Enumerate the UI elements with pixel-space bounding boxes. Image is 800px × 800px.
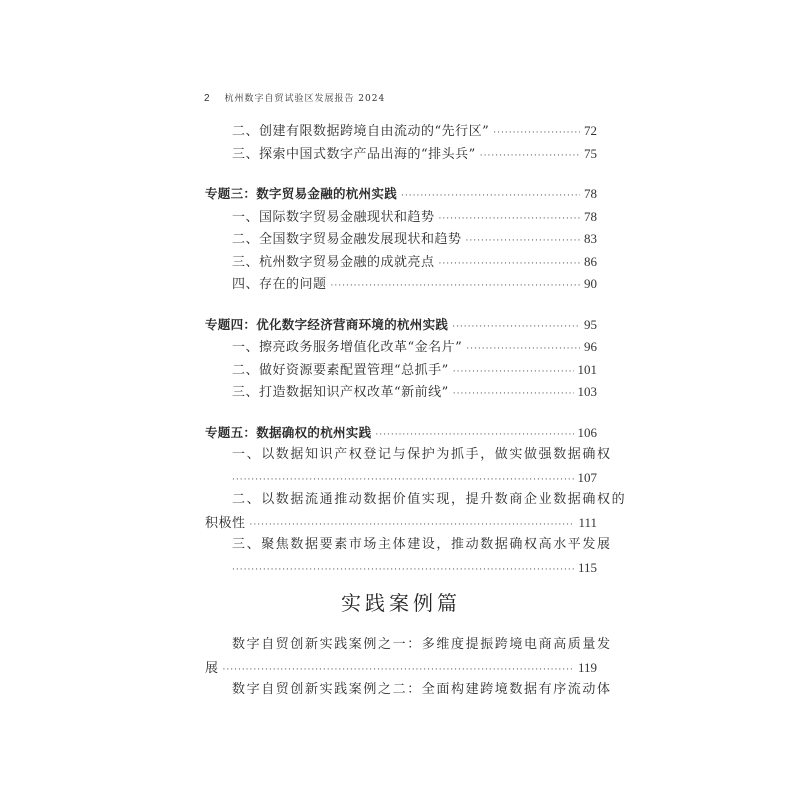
- toc-entry-line[interactable]: 数字自贸创新实践案例之一：多维度提振跨境电商高质量发: [232, 637, 612, 652]
- leader-dots: [439, 207, 580, 231]
- toc-entry-page: 75: [584, 145, 597, 161]
- toc-entry-line[interactable]: 三、聚焦数据要素市场主体建设，推动数据确权高水平发展: [232, 537, 612, 552]
- toc-entry-page: 111: [578, 514, 597, 530]
- table-of-contents: [205, 120, 627, 702]
- toc-entry-title: 二、全国数字贸易金融发展现状和趋势: [232, 232, 462, 247]
- toc-entry-line[interactable]: 二、以数据流通推动数据价值实现，提升数商企业数据确权的: [232, 492, 627, 507]
- toc-entry-title: 专题四：优化数字经济营商环境的杭州实践: [205, 316, 449, 332]
- toc-entry-title: 一、国际数字贸易金融现状和趋势: [232, 209, 435, 225]
- toc-entry-page: 106: [577, 424, 597, 440]
- leader-dots: [250, 513, 575, 537]
- toc-entry-title: 一、擦亮政务服务增值化改革“金名片”: [232, 340, 463, 355]
- leader-dots: [232, 468, 574, 492]
- toc-entry-line[interactable]: 一、以数据知识产权登记与保护为抓手，做实做强数据确权: [232, 447, 612, 462]
- toc-topic-heading[interactable]: [205, 314, 597, 337]
- leader-dots: [223, 658, 574, 682]
- toc-entry[interactable]: [205, 228, 597, 251]
- toc-entry[interactable]: [205, 359, 597, 382]
- leader-dots: [401, 184, 580, 208]
- toc-entry[interactable]: [205, 467, 597, 490]
- toc-entry-page: 119: [577, 659, 597, 675]
- toc-entry-title: 四、存在的问题: [232, 277, 327, 292]
- leader-dots: [493, 121, 580, 145]
- toc-entry[interactable]: [205, 336, 597, 359]
- toc-entry-title: 二、创建有限数据跨境自由流动的“先行区”: [232, 124, 490, 139]
- toc-entry-title: 积极性: [205, 515, 246, 531]
- page-number: 2: [204, 93, 211, 104]
- toc-entry-title: 三、探索中国式数字产品出海的“排头兵”: [232, 146, 476, 162]
- leader-dots: [453, 382, 574, 406]
- toc-entry[interactable]: [205, 251, 597, 274]
- toc-entry-page: 115: [577, 559, 597, 575]
- leader-dots: [331, 274, 580, 298]
- toc-entry-title: 三、杭州数字贸易金融的成就亮点: [232, 254, 435, 270]
- toc-entry[interactable]: [205, 512, 597, 535]
- toc-topic-heading[interactable]: [205, 183, 597, 206]
- toc-entry-page: 107: [577, 469, 597, 485]
- toc-entry-title: 二、做好资源要素配置管理“总抓手”: [232, 362, 449, 378]
- toc-entry[interactable]: [205, 657, 597, 680]
- toc-entry-title: 专题三：数字贸易金融的杭州实践: [205, 186, 398, 201]
- toc-entry[interactable]: [205, 206, 597, 229]
- toc-entry-page: 96: [584, 339, 597, 354]
- toc-entry-line[interactable]: 数字自贸创新实践案例之二：全面构建跨境数据有序流动体: [232, 682, 612, 697]
- leader-dots: [232, 558, 574, 582]
- leader-dots: [439, 252, 580, 276]
- toc-entry-title: 展: [205, 660, 219, 676]
- toc-entry-page: 95: [584, 316, 597, 332]
- toc-entry-page: 78: [584, 186, 597, 201]
- toc-entry-page: 103: [577, 384, 597, 399]
- toc-entry[interactable]: [205, 557, 597, 580]
- toc-entry-page: 86: [584, 253, 597, 269]
- leader-dots: [480, 144, 580, 168]
- toc-topic-heading[interactable]: [205, 422, 597, 445]
- toc-entry-page: 101: [577, 361, 597, 377]
- toc-entry-page: 72: [584, 123, 597, 138]
- leader-dots: [453, 360, 574, 384]
- leader-dots: [466, 229, 580, 253]
- toc-entry-page: 90: [584, 276, 597, 291]
- toc-entry[interactable]: [205, 273, 597, 296]
- leader-dots: [452, 315, 580, 339]
- leader-dots: [466, 337, 580, 361]
- section-title: 实践案例篇: [341, 591, 461, 615]
- toc-entry-title: 三、打造数据知识产权改革“新前线”: [232, 385, 449, 400]
- toc-entry[interactable]: [205, 381, 597, 404]
- toc-entry[interactable]: [205, 120, 597, 143]
- running-header: [204, 91, 385, 104]
- toc-entry-title: 专题五：数据确权的杭州实践: [205, 424, 372, 440]
- toc-entry-page: 83: [584, 231, 597, 246]
- leader-dots: [375, 423, 573, 447]
- toc-entry[interactable]: [205, 143, 597, 166]
- toc-entry-page: 78: [584, 208, 597, 224]
- book-title: 杭州数字自贸试验区发展报告 2024: [224, 94, 386, 104]
